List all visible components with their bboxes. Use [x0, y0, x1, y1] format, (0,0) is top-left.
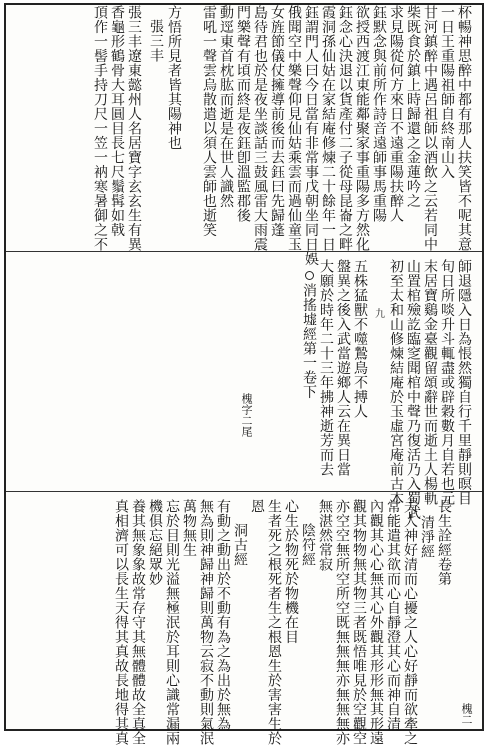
column: 末居寶鷄金臺觀留頌辭世而逝土人楊軌 — [422, 259, 438, 506]
column: 鈺念心決退以貨產付二子從母昆崙之畔 — [337, 5, 353, 252]
column: 心生於物死於物機在目 — [283, 499, 299, 644]
column: 雷吼一聲雲烏散遣以須人雲師也逝笑 — [201, 5, 217, 237]
column: 甘河鎮醉中遇呂祖師以酒飲之云若同中 — [422, 5, 438, 252]
end-title: 消搖墟經第一卷下 — [301, 283, 317, 399]
column: 無為則神歸神歸則萬物云寂不動則氣泯 — [198, 499, 214, 746]
column: 養其無象象故常存守其無體體故全真全 — [130, 499, 146, 746]
section-heading: 陰符經 — [300, 523, 316, 567]
divider-top — [6, 251, 482, 252]
section-heading: 洞古經 — [232, 523, 248, 567]
panel-upper — [6, 5, 482, 266]
marker-number: 九 — [375, 309, 385, 320]
column: 山置棺殮訖臨窆聞棺中聲乃復活乃入蜀武 — [405, 259, 421, 520]
column: 師退隱入日為悵然獨自行千里靜則暝目 — [456, 259, 472, 506]
column: 俄聞空中樂聲仰見仙姑乘雲而過仙童玉 — [286, 5, 302, 252]
column: 柴既食於鎮上時歸還之金蓮吟之 — [405, 5, 421, 208]
column: 生者死之根死者生之根恩生於害害生於 — [266, 499, 282, 746]
panel-middle — [6, 253, 482, 520]
page-mark: 槐字二尾 — [240, 393, 253, 437]
column: 忘於目則光溢無極泯於耳則心識常漏兩 — [164, 499, 180, 746]
column: 頂作一髻手持刀尺一笠一衲寒暑御之不 — [92, 5, 108, 252]
column: 機俱忘絕眾妙 — [147, 499, 163, 586]
column: 觀其物物無其物三者既悟唯見於空觀空 — [351, 499, 367, 746]
column: 恩 — [249, 499, 265, 514]
page-mark: 槐二 — [460, 703, 473, 725]
column: 霞洞孫仙姑在家結庵修煉二十餘年一日 — [320, 5, 336, 252]
column: 求見陽從何方來日不遠重陽扶醉人 — [388, 5, 404, 223]
column: 鈺默念與前所作詩音遠師事馬重陽 — [371, 5, 387, 223]
column: 初至太和山修煉結庵於玉虛宮庵前古木 — [388, 259, 404, 506]
column: 有動之動出於不動有為之為出於無為 — [215, 499, 231, 731]
column: 五株猛獸不噬鷙鳥不搏人 — [352, 259, 368, 419]
column: 欲授西渡江東能鄰聚家事重陽多方然化 — [354, 5, 370, 252]
column: 大願於時年二十三年拂神逝芳而去 — [318, 259, 334, 477]
column: 方悟所見者皆其陽神也 — [166, 5, 182, 150]
column: 張三丰 — [148, 19, 164, 63]
scripture-page — [4, 3, 484, 746]
column: 女旌節儀仗擁導前後而去鈺曰先歸蓬 — [269, 5, 285, 237]
column: 夫人神好清而心擾之人心好靜而欲牽之 — [402, 499, 418, 746]
column: 旬日所啖升斗輒盡或辟穀數月自若也元 — [439, 259, 455, 506]
section-title: 長生詮經卷第 — [436, 499, 452, 586]
column: 門樂聲有頃而終是夜鈺卽溫監郡後 — [235, 5, 251, 223]
divider-bottom — [6, 491, 482, 492]
column: 常能遣其欲而心自靜澄其心而神自清 — [385, 499, 401, 731]
column: 杯暢神思醉中都有那人扶笑皆不呢其意 — [456, 5, 472, 252]
column: 島待君也於是夜坐談話三鼓風雷大雨震 — [252, 5, 268, 252]
column: 萬物無生 — [181, 499, 197, 557]
column: 亦空空無所空所空既無無無亦無無無亦 — [334, 499, 350, 746]
column: 無湛然常寂 — [317, 499, 333, 572]
column: 內觀其心心無其心外觀其形形無其形遠 — [368, 499, 384, 746]
circle-mark-icon — [305, 271, 314, 280]
column: 香龜形鶴骨大耳圓目長七尺鬚髯如戟 — [109, 5, 125, 237]
column: 一日王重陽祖師自終南山入 — [439, 5, 455, 179]
column: 鈺謂門人曰今日當有非常事戊朝坐同日娛 — [303, 5, 319, 266]
column: 盤異之後入武當遊鄉人云在異日當 — [335, 259, 351, 477]
column: 張三丰遼東懿州人名居寶字玄玄生有異 — [126, 5, 142, 252]
column: 動逕東首枕肱而逝是在世人識然 — [218, 5, 234, 208]
section-subtitle: 清淨經 — [419, 515, 435, 559]
column: 真相濟可以長生天得其真故長地得其真 — [113, 499, 129, 746]
panel-lower — [6, 493, 482, 746]
